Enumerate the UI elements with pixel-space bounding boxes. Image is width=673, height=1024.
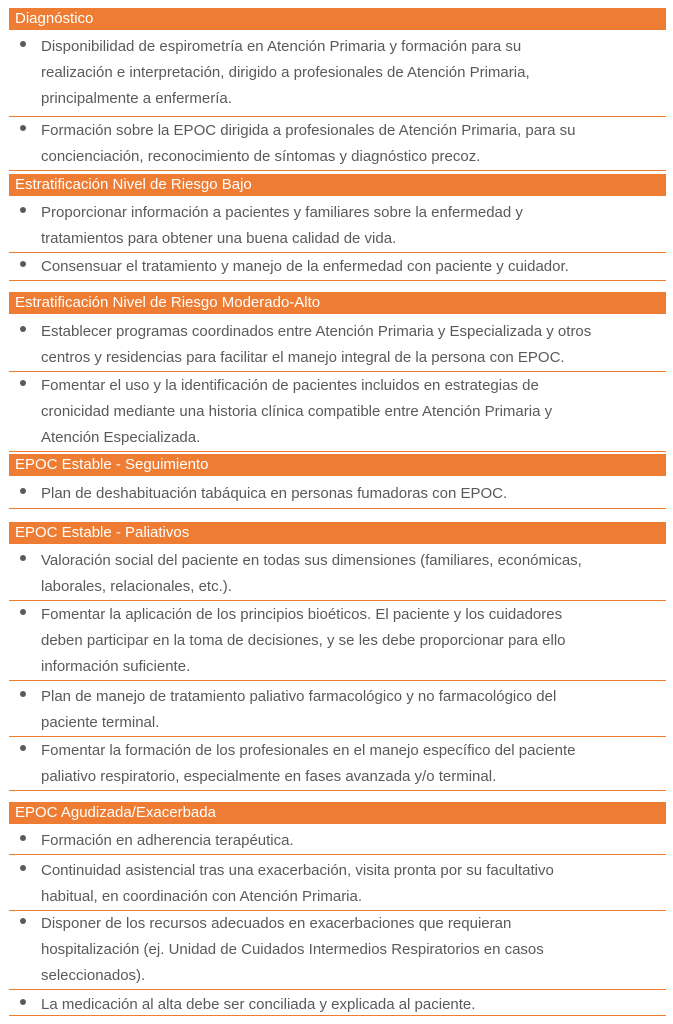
list-item bbox=[9, 253, 666, 281]
list-item-text: concienciación, reconocimiento de síntomas y diagnóstico precoz. bbox=[41, 148, 481, 165]
list-item-text: centros y residencias para facilitar el manejo integral de la persona con EPOC. bbox=[41, 349, 565, 366]
list-item bbox=[9, 683, 666, 737]
list-item-text: Valoración social del paciente en todas sus dimensiones (familiares, económicas, bbox=[41, 552, 582, 569]
bullet-icon bbox=[20, 326, 26, 332]
list-item bbox=[9, 737, 666, 791]
list-item-text: Plan de manejo de tratamiento paliativo farmacológico y no farmacológico del bbox=[41, 688, 557, 705]
bullet-icon bbox=[20, 691, 26, 697]
list-item bbox=[9, 372, 666, 452]
list-item-text: Plan de deshabituación tabáquica en personas fumadoras con EPOC. bbox=[41, 485, 508, 502]
bullet-icon bbox=[20, 41, 26, 47]
bullet-icon bbox=[20, 125, 26, 131]
bullet-icon bbox=[20, 609, 26, 615]
list-item-text: La medicación al alta debe ser conciliada y explicada al paciente. bbox=[41, 996, 476, 1013]
list-item bbox=[9, 547, 666, 601]
list-item bbox=[9, 318, 666, 372]
bullet-icon bbox=[20, 207, 26, 213]
section-header: Estratificación Nivel de Riesgo Moderado-Alto bbox=[9, 292, 666, 314]
bullet-icon bbox=[20, 999, 26, 1005]
list-item-text: Disponibilidad de espirometría en Atención Primaria y formación para su bbox=[41, 38, 522, 55]
list-item-text: Disponer de los recursos adecuados en exacerbaciones que requieran bbox=[41, 915, 512, 932]
list-item-text: laborales, relacionales, etc.). bbox=[41, 578, 232, 595]
list-item-text: información suficiente. bbox=[41, 658, 191, 675]
bullet-icon bbox=[20, 835, 26, 841]
list-item bbox=[9, 199, 666, 253]
list-item bbox=[9, 601, 666, 681]
bullet-icon bbox=[20, 918, 26, 924]
list-item-text: deben participar en la toma de decisiones, y se les debe proporcionar para ello bbox=[41, 632, 566, 649]
list-item-text: Fomentar el uso y la identificación de pacientes incluidos en estrategias de bbox=[41, 377, 539, 394]
bullet-icon bbox=[20, 488, 26, 494]
section-header: Diagnóstico bbox=[9, 8, 666, 30]
section-header: EPOC Agudizada/Exacerbada bbox=[9, 802, 666, 824]
list-item-text: Atención Especializada. bbox=[41, 429, 201, 446]
list-item-text: hospitalización (ej. Unidad de Cuidados Intermedios Respiratorios en casos bbox=[41, 941, 544, 958]
bullet-icon bbox=[20, 865, 26, 871]
list-item bbox=[9, 991, 666, 1016]
list-item bbox=[9, 857, 666, 911]
list-item-text: Proporcionar información a pacientes y familiares sobre la enfermedad y bbox=[41, 204, 523, 221]
list-item-text: paliativo respiratorio, especialmente en fases avanzada y/o terminal. bbox=[41, 768, 497, 785]
list-item bbox=[9, 827, 666, 855]
list-item-text: Continuidad asistencial tras una exacerbación, visita pronta por su facultativo bbox=[41, 862, 554, 879]
bullet-icon bbox=[20, 745, 26, 751]
list-item bbox=[9, 480, 666, 509]
bullet-icon bbox=[20, 555, 26, 561]
list-item-text: seleccionados). bbox=[41, 967, 146, 984]
section-header: Estratificación Nivel de Riesgo Bajo bbox=[9, 174, 666, 196]
list-item-text: Fomentar la formación de los profesionales en el manejo específico del paciente bbox=[41, 742, 576, 759]
list-item-text: realización e interpretación, dirigido a profesionales de Atención Primaria, bbox=[41, 64, 530, 81]
section-header: EPOC Estable - Seguimiento bbox=[9, 454, 666, 476]
bullet-icon bbox=[20, 380, 26, 386]
list-item-text: habitual, en coordinación con Atención Primaria. bbox=[41, 888, 363, 905]
bullet-icon bbox=[20, 261, 26, 267]
list-item-text: Establecer programas coordinados entre Atención Primaria y Especializada y otros bbox=[41, 323, 592, 340]
list-item-text: Fomentar la aplicación de los principios bioéticos. El paciente y los cuidadores bbox=[41, 606, 563, 623]
section-header: EPOC Estable - Paliativos bbox=[9, 522, 666, 544]
list-item-text: Formación en adherencia terapéutica. bbox=[41, 832, 294, 849]
list-item-text: Consensuar el tratamiento y manejo de la enfermedad con paciente y cuidador. bbox=[41, 258, 569, 275]
list-item-text: paciente terminal. bbox=[41, 714, 160, 731]
list-item-text: cronicidad mediante una historia clínica compatible entre Atención Primaria y bbox=[41, 403, 553, 420]
list-item bbox=[9, 117, 666, 171]
list-item-text: principalmente a enfermería. bbox=[41, 90, 232, 107]
list-item bbox=[9, 910, 666, 990]
list-item-text: Formación sobre la EPOC dirigida a profesionales de Atención Primaria, para su bbox=[41, 122, 576, 139]
list-item bbox=[9, 33, 666, 117]
list-item-text: tratamientos para obtener una buena calidad de vida. bbox=[41, 230, 397, 247]
